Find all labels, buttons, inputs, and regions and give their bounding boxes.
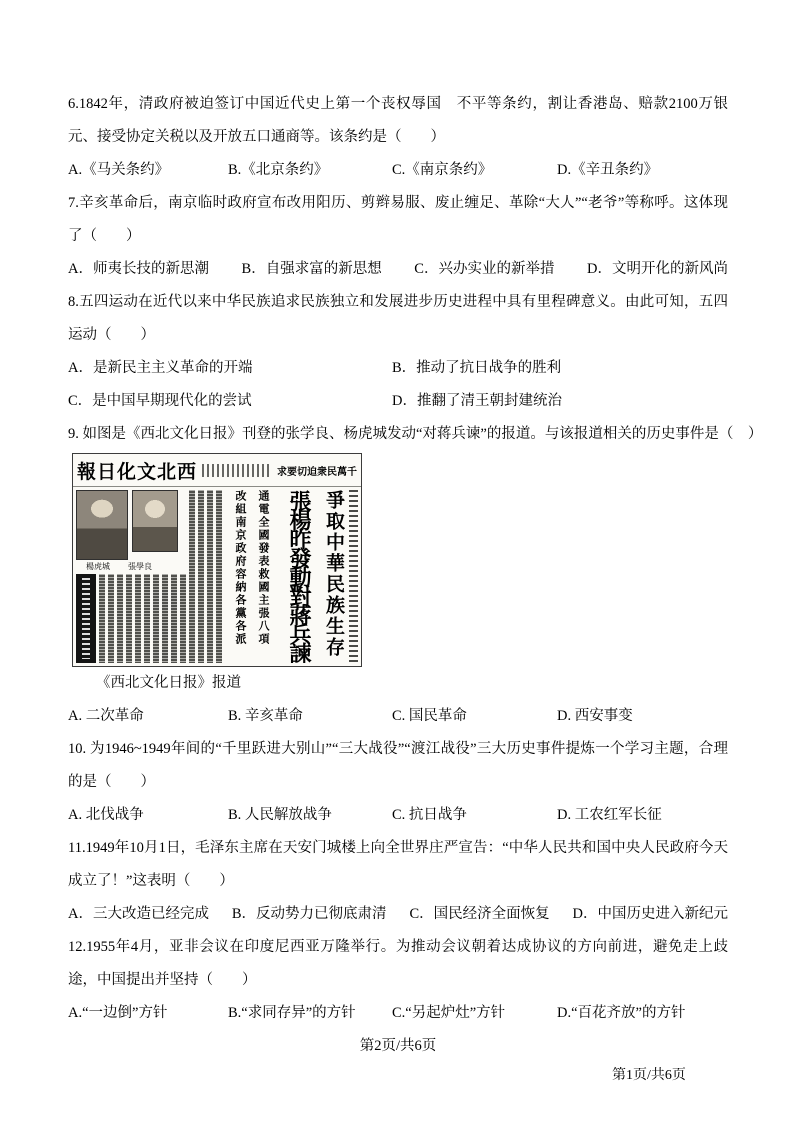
question-12-options	[68, 997, 728, 1030]
question-10-option-a: A. 北伐战争	[68, 807, 144, 823]
question-12-option-c: C.“另起炉灶”方针	[392, 1005, 506, 1021]
question-8	[68, 286, 728, 418]
question-12-stem: 12.1955年4月，亚非会议在印度尼西亚万隆举行。为推动会议朝着达成协议的方向前进，避免走上歧途，中国提出并坚持（ ）	[68, 939, 728, 988]
question-9-option-b: B. 辛亥革命	[228, 708, 303, 724]
question-9	[68, 418, 763, 733]
newspaper-left-bottom	[76, 574, 186, 663]
question-11-option-c: C．国民经济全面恢复	[409, 906, 550, 922]
question-10-stem: 10. 为1946~1949年间的“千里跃进大别山”“三大战役”“渡江战役”三大历史事件提炼一个学习主题，合理的是（ ）	[68, 741, 728, 790]
question-7-options	[68, 253, 728, 286]
newspaper-masthead: 報日化文北西	[77, 461, 198, 483]
page-footer-right: 第1页/共6页	[612, 1068, 686, 1083]
question-9-stem: 9. 如图是《西北文化日报》刊登的张学良、杨虎城发动“对蒋兵谏”的报道。与该报道相关的历史事件是（ ）	[68, 426, 763, 442]
question-8-option-a: A．是新民主主义革命的开端	[68, 360, 253, 376]
question-7	[68, 187, 728, 286]
question-6	[68, 88, 728, 187]
newspaper-photo-column	[76, 490, 186, 663]
question-11-options	[68, 898, 728, 931]
newspaper-headline-2: 張楊昨發動對蔣兵諫	[287, 490, 312, 661]
question-9-option-c: C. 国民革命	[392, 708, 467, 724]
portrait-label-zhang: 張學良	[128, 562, 152, 571]
page-footer-center: 第2页/共6页	[359, 1038, 437, 1054]
newspaper-portrait-labels	[76, 562, 186, 572]
newspaper-portraits	[76, 490, 186, 560]
newspaper-bodytext-texture	[189, 490, 225, 663]
question-9-options	[68, 700, 728, 733]
newspaper-headline-4: 改組南京政府容納各黨各派	[234, 490, 246, 646]
question-6-options	[68, 154, 728, 187]
newspaper-subhead: 求要切迫衆民萬千	[277, 466, 357, 478]
question-11-stem: 11.1949年10月1日，毛泽东主席在天安门城楼上向全世界庄严宣告：“中华人民共和国中央人民政府今天成立了！”这表明（ ）	[68, 840, 728, 889]
question-8-option-b: B．推动了抗日战争的胜利	[392, 360, 562, 376]
question-6-option-a: A.《马关条约》	[68, 162, 170, 178]
question-12-option-a: A.“一边倒”方针	[68, 1005, 168, 1021]
portrait-label-yang: 楊虎城	[86, 562, 110, 571]
newspaper-image	[72, 453, 362, 667]
question-10-option-d: D. 工农红军长征	[557, 807, 662, 823]
newspaper-caption: 《西北文化日报》报道	[96, 675, 241, 691]
question-7-option-d: D．文明开化的新风尚	[587, 261, 728, 277]
question-8-options	[68, 352, 728, 418]
newspaper-dateline-texture	[202, 464, 272, 477]
question-6-option-c: C.《南京条约》	[392, 162, 493, 178]
question-7-option-a: A．师夷长技的新思潮	[68, 261, 209, 277]
question-11	[68, 832, 728, 931]
question-10-options	[68, 799, 728, 832]
question-8-stem: 8.五四运动在近代以来中华民族追求民族独立和发展进步历史进程中具有里程碑意义。由此可知，五四运动（ ）	[68, 294, 728, 343]
question-10-option-b: B. 人民解放战争	[228, 807, 332, 823]
question-8-option-c: C．是中国早期现代化的尝试	[68, 393, 252, 409]
newspaper-headline-1: 爭取中華民族生存	[323, 490, 344, 658]
newspaper-body	[73, 487, 361, 666]
question-9-option-d: D. 西安事变	[557, 708, 633, 724]
newspaper-headline-3: 通電全國發表救國主張八項	[257, 490, 269, 646]
question-6-stem: 6.1842年，清政府被迫签订中国近代史上第一个丧权辱国 不平等条约，割让香港岛、赔款2100万银元、接受协定关税以及开放五口通商等。该条约是（ ）	[68, 96, 728, 145]
portrait-yang-hucheng	[76, 490, 128, 560]
portrait-zhang-xueliang	[132, 490, 178, 552]
question-10-option-c: C. 抗日战争	[392, 807, 467, 823]
question-6-option-b: B.《北京条约》	[228, 162, 329, 178]
question-10	[68, 733, 728, 832]
question-6-option-d: D.《辛丑条约》	[557, 162, 659, 178]
question-7-option-b: B．自强求富的新思想	[241, 261, 382, 277]
newspaper-inverted-header	[76, 574, 96, 663]
question-11-option-d: D．中国历史进入新纪元	[572, 906, 728, 922]
question-12-option-d: D.“百花齐放”的方针	[557, 1005, 686, 1021]
question-9-option-a: A. 二次革命	[68, 708, 144, 724]
question-7-stem: 7.辛亥革命后，南京临时政府宣布改用阳历、剪辫易服、废止缠足、革除“大人”“老爷”等称呼。这体现了（ ）	[68, 195, 728, 244]
question-12-option-b: B.“求同存异”的方针	[228, 1005, 356, 1021]
newspaper-masthead-row	[73, 454, 361, 487]
question-11-option-b: B．反动势力已彻底肃清	[231, 906, 387, 922]
newspaper-edge-texture	[349, 490, 358, 663]
question-7-option-c: C．兴办实业的新举措	[414, 261, 555, 277]
question-8-option-d: D．推翻了清王朝封建统治	[392, 393, 562, 409]
newspaper-headline-area	[189, 490, 358, 663]
question-11-option-a: A．三大改造已经完成	[68, 906, 209, 922]
newspaper-smalltext-texture	[99, 574, 186, 663]
question-12	[68, 931, 728, 1030]
